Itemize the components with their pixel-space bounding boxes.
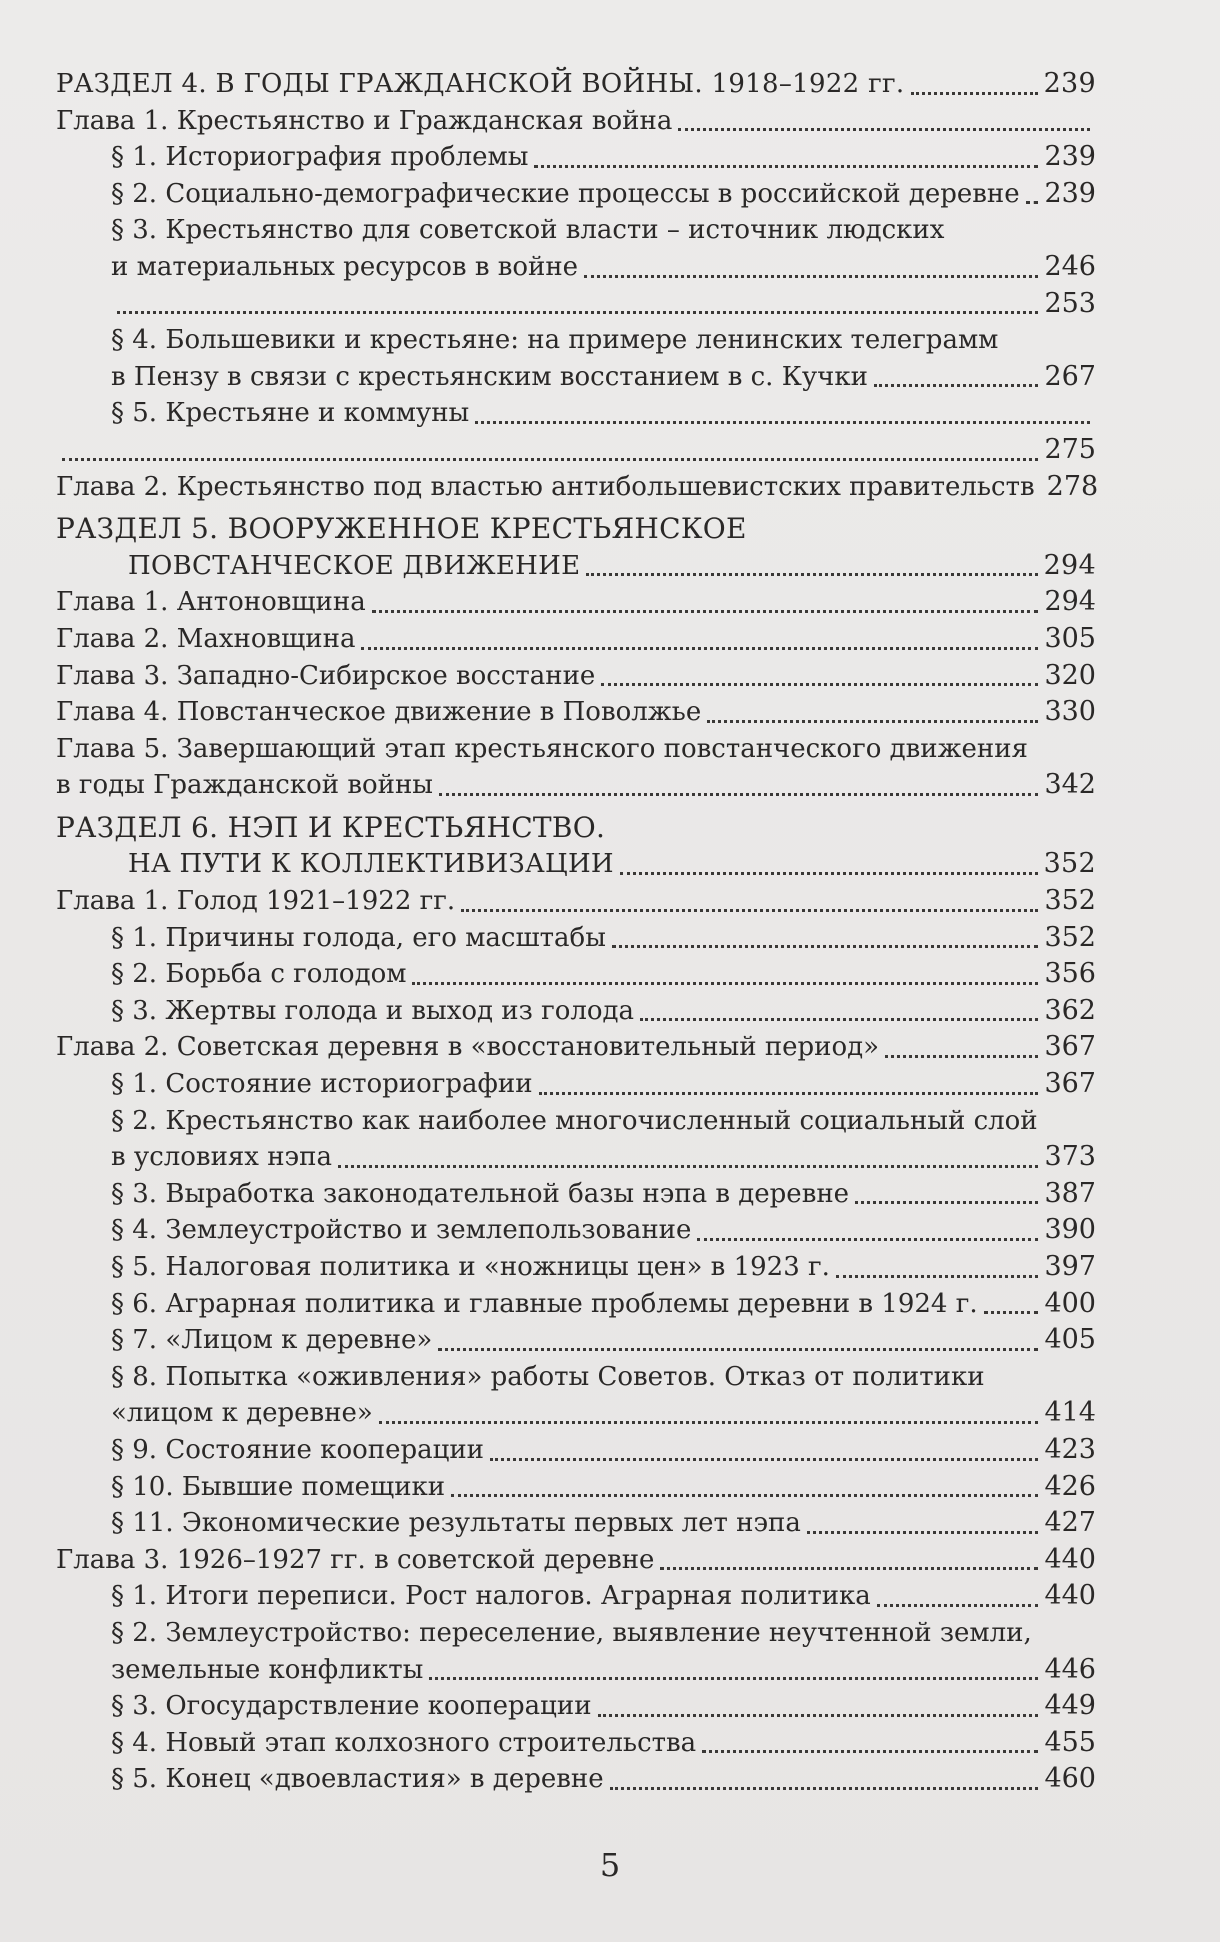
leader-dots [586,563,1037,576]
toc-entry-text: § 3. Выработка законодательной базы нэпа в деревне [111,1178,850,1209]
toc-entry-text: Глава 3. Западно-Сибирское восстание [56,660,596,691]
toc-entry-text: НА ПУТИ К КОЛЛЕКТИВИЗАЦИИ [128,849,614,880]
toc-paragraph [56,1505,1096,1542]
toc-page-number: 440 [1044,1543,1096,1575]
toc-page-number: 414 [1044,1397,1096,1429]
toc-page-number: 449 [1044,1690,1096,1722]
toc-entry-text: Глава 3. 1926–1927 гг. в советской деревне [56,1544,655,1575]
toc-entry-text: § 2. Социально-демографические процессы в российской деревне [111,178,1020,209]
toc-page-number: 405 [1044,1324,1096,1356]
toc-paragraph [56,1469,1096,1506]
toc-page-number: 460 [1044,1763,1096,1795]
toc-entry-text: РАЗДЕЛ 5. ВООРУЖЕННОЕ КРЕСТЬЯНСКОЕ [56,512,747,546]
toc-entry-text: § 7. «Лицом к деревне» [111,1325,433,1356]
leader-dots [62,448,1038,461]
leader-dots [885,1045,1038,1058]
toc-entry-text: в условиях нэпа [111,1142,332,1173]
table-of-contents [56,66,1099,1798]
toc-entry-text: земельные конфликты [111,1654,424,1685]
toc-paragraph [56,1322,1096,1359]
leader-dots [412,972,1038,985]
toc-entry-text: Глава 1. Крестьянство и Гражданская война [56,105,673,136]
toc-entry-text: § 2. Землеустройство: переселение, выявление неучтенной земли, [111,1617,1032,1648]
leader-dots [451,1484,1038,1497]
toc-entry-text: Глава 5. Завершающий этап крестьянского повстанческого движения [56,733,1028,764]
toc-page-number: 305 [1044,622,1096,654]
toc-entry-text: в Пензу в связи с крестьянским восстанием в с. Кучки [111,361,868,392]
toc-paragraph [56,176,1096,213]
toc-page-number: 342 [1044,769,1096,801]
toc-chapter [56,584,1096,621]
toc-entry-text: § 4. Землеустройство и землепользование [111,1215,692,1246]
toc-entry-text: и материальных ресурсов в войне [111,251,579,282]
toc-page-number: 275 [1044,433,1096,465]
toc-chapter [56,658,1096,695]
page-number: 5 [599,1846,621,1884]
leader-dots [1026,191,1039,204]
toc-entry-text: «лицом к деревне» [111,1398,373,1429]
toc-paragraph [56,1725,1096,1762]
toc-page-number: 423 [1044,1433,1096,1465]
toc-paragraph [56,139,1096,176]
toc-entry-text: § 10. Бывшие помещики [111,1471,446,1502]
toc-page-number: 390 [1044,1214,1096,1246]
toc-entry-text: в годы Гражданской войны [56,770,433,801]
toc-entry-text: § 6. Аграрная политика и главные проблемы деревни в 1924 г. [111,1288,978,1319]
leader-dots [490,1448,1038,1461]
toc-chapter [56,731,1096,804]
toc-entry-text: § 5. Налоговая политика и «ножницы цен» в 1923 г. [111,1252,830,1282]
toc-chapter [56,1029,1096,1066]
toc-page-number: 400 [1044,1287,1096,1319]
leader-dots [660,1557,1038,1570]
leader-dots [697,1228,1038,1241]
leader-dots [612,935,1039,948]
leader-dots [475,411,1090,424]
toc-entry-text: РАЗДЕЛ 4. В ГОДЫ ГРАЖДАНСКОЙ ВОЙНЫ. 1918–1922 гг. [56,69,905,99]
toc-section [56,511,1096,584]
leader-dots [438,1338,1038,1351]
leader-dots [461,899,1038,912]
toc-page-number: 455 [1044,1726,1096,1758]
leader-dots [601,673,1038,686]
toc-chapter [56,1542,1096,1579]
leader-dots [372,600,1039,613]
toc-entry-text: § 9. Состояние кооперации [111,1434,484,1465]
toc-page-number: 253 [1044,287,1096,319]
leader-dots [584,265,1038,278]
toc-page-number: 352 [1044,921,1096,953]
toc-paragraph [56,1432,1096,1469]
toc-page-number: 362 [1044,994,1096,1026]
toc-entry-text: § 4. Большевики и крестьяне: на примере ленинских телеграмм [111,325,999,356]
toc-entry-text: Глава 2. Крестьянство под властью антибольшевистских правительств [56,471,1035,502]
toc-entry-text: § 3. Крестьянство для советской власти – источник людских [111,215,945,246]
toc-entry-text: § 3. Огосударствление кооперации [111,1691,592,1722]
toc-page-number: 278 [1046,470,1099,502]
toc-section [56,810,1096,883]
toc-entry-text: ПОВСТАНЧЕСКОЕ ДВИЖЕНИЕ [128,550,581,581]
toc-paragraph [56,1761,1096,1798]
toc-paragraph [56,1212,1096,1249]
toc-entry-text: § 2. Борьба с голодом [111,959,407,990]
toc-entry-text: § 1. Состояние историографии [111,1069,533,1100]
toc-entry-text: § 8. Попытка «оживления» работы Советов. Отказ от политики [111,1361,985,1392]
toc-entry-text: § 1. Историография проблемы [111,142,529,173]
toc-entry-text: Глава 4. Повстанческое движение в Поволжье [56,697,702,728]
toc-page-number: 367 [1044,1031,1096,1063]
leader-dots [439,783,1038,796]
toc-page-number: 320 [1044,659,1096,691]
toc-entry-text: § 1. Итоги переписи. Рост налогов. Аграрная политика [111,1581,871,1612]
leader-dots [379,1411,1039,1424]
toc-page-number: 446 [1044,1653,1096,1685]
toc-page-number: 367 [1044,1068,1096,1100]
leader-dots [539,1082,1039,1095]
leader-dots [836,1265,1039,1278]
toc-entry-text: § 11. Экономические результаты первых лет нэпа [111,1508,801,1539]
leader-dots [678,118,1090,131]
toc-paragraph [56,1103,1096,1176]
toc-entry-text: § 2. Крестьянство как наиболее многочисленный социальный слой [111,1105,1038,1136]
toc-paragraph [56,993,1096,1030]
toc-paragraph [56,212,1096,285]
toc-page-number: 373 [1044,1141,1096,1173]
leader-dots [534,155,1038,168]
toc-paragraph [56,1249,1096,1286]
toc-entry-text: § 5. Конец «двоевластия» в деревне [111,1764,604,1795]
leader-dots [984,1301,1039,1314]
toc-paragraph [56,1615,1096,1688]
leader-dots [855,1191,1038,1204]
toc-page-number: 356 [1044,958,1096,990]
toc-entry-text: § 4. Новый этап колхозного строительства [111,1727,697,1758]
leader-dots [338,1155,1039,1168]
leader-dots [877,1594,1039,1607]
leader-dots [610,1777,1039,1790]
toc-chapter [56,883,1096,920]
toc-entry-text: § 1. Причины голода, его масштабы [111,922,606,953]
toc-entry-text: Глава 1. Голод 1921–1922 гг. [56,886,456,917]
toc-entry-text: Глава 1. Антоновщина [56,587,366,618]
leader-dots [117,301,1038,314]
toc-page-number: 267 [1044,360,1096,392]
toc-entry-text: РАЗДЕЛ 6. НЭП И КРЕСТЬЯНСТВО. [56,810,606,844]
toc-page-number: 352 [1043,848,1096,880]
toc-paragraph [56,322,1096,395]
toc-page-number: 426 [1044,1470,1096,1502]
toc-entry-text: Глава 2. Советская деревня в «восстановительный период» [56,1032,880,1063]
toc-chapter [56,621,1096,658]
toc-chapter [56,103,1096,140]
toc-paragraph [56,1286,1096,1323]
toc-paragraph [56,1359,1096,1432]
toc-page-number: 440 [1044,1580,1096,1612]
toc-entry-text: § 3. Жертвы голода и выход из голода [111,995,635,1026]
toc-page-number: 239 [1043,68,1096,99]
leader-dots [620,862,1038,875]
toc-page-number: 427 [1044,1507,1096,1539]
toc-page-number: 239 [1044,177,1096,209]
leader-dots [911,82,1038,95]
leader-dots [640,1008,1038,1021]
toc-paragraph [56,920,1096,957]
leader-dots [702,1740,1038,1753]
toc-paragraph [56,286,1096,323]
toc-entry-text: § 5. Крестьяне и коммуны [111,398,470,429]
toc-page-number: 387 [1044,1177,1096,1209]
toc-page-number: 239 [1044,141,1096,173]
toc-page-number: 352 [1044,885,1096,917]
toc-paragraph [56,1066,1096,1103]
toc-page-number: 294 [1044,586,1096,618]
toc-paragraph [56,395,1096,432]
leader-dots [874,374,1039,387]
toc-paragraph [56,1176,1096,1213]
leader-dots [807,1521,1039,1534]
leader-dots [598,1704,1039,1717]
toc-chapter [56,694,1096,731]
toc-page-number: 246 [1044,250,1096,282]
toc-page-number: 294 [1043,549,1096,581]
toc-chapter [56,469,1099,506]
toc-page-number: 397 [1044,1251,1096,1282]
leader-dots [707,710,1038,723]
toc-paragraph [56,956,1096,993]
toc-page-number: 330 [1044,696,1096,728]
toc-chapter [56,432,1096,469]
toc-paragraph [56,1578,1096,1615]
leader-dots [361,637,1038,650]
toc-paragraph [56,1688,1096,1725]
toc-section [56,66,1096,103]
toc-entry-text: Глава 2. Махновщина [56,623,356,654]
leader-dots [429,1667,1038,1680]
